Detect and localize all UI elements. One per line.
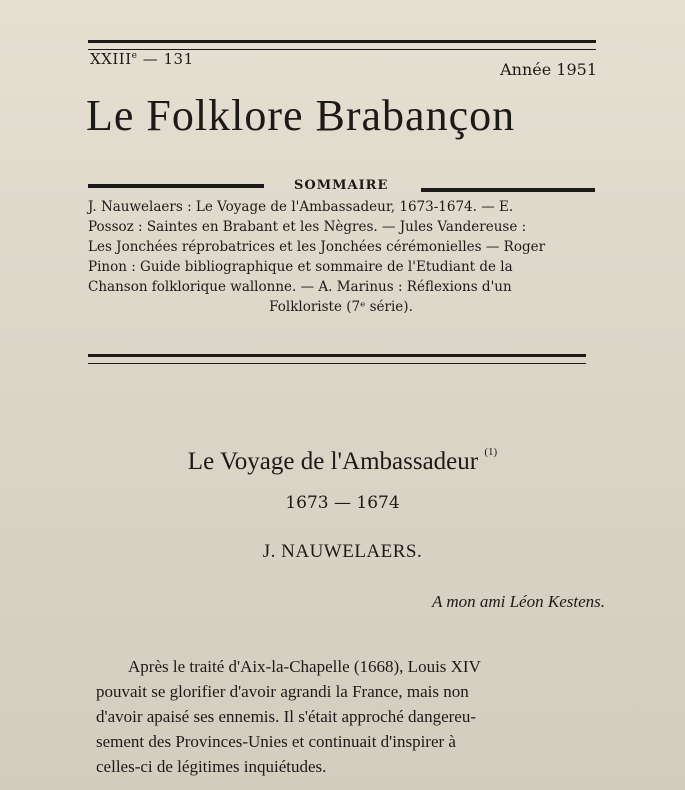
sommaire-line: J. Nauwelaers : Le Voyage de l'Ambassadeur, 1673-1674. — E. [88,199,514,215]
article-years: 1673 — 1674 [285,493,400,513]
body-line: Après le traité d'Aix-la-Chapelle (1668), Louis XIV [128,657,481,676]
body-line: d'avoir apaisé ses ennemis. Il s'était approché dangereu- [96,707,476,726]
journal-title: Le Folklore Brabançon [86,91,516,140]
body-line: celles-ci de légitimes inquiétudes. [96,757,327,776]
body-line: sement des Provinces-Unies et continuait d'inspirer à [96,732,456,751]
sommaire-rule-right [421,188,595,192]
sommaire-line: Pinon : Guide bibliographique et sommaire de l'Etudiant de la [88,259,513,275]
publication-year: Année 1951 [500,60,597,79]
issue-number: XXIIIe — 131 [90,50,194,68]
sommaire-line: Possoz : Saintes en Brabant et les Nègres. — Jules Vandereuse : [88,219,527,235]
footnote-ref: (1) [484,446,498,458]
bottom-double-rule [88,354,586,364]
sommaire-line: Les Jonchées réprobatrices et les Jonchées cérémonielles — Roger [88,239,546,255]
sommaire-last-line: Folkloriste (7ᵉ série). [269,299,413,315]
sommaire-heading: SOMMAIRE [294,178,389,193]
body-line: pouvait se glorifier d'avoir agrandi la France, mais non [96,682,469,701]
sommaire-text [88,197,594,317]
sommaire-rule-left [88,184,264,188]
sommaire-line: Chanson folklorique wallonne. — A. Marinus : Réflexions d'un [88,279,512,295]
article-title: Le Voyage de l'Ambassadeur $^{(1)}$ [187,446,498,475]
dedication: A mon ami Léon Kestens. [432,592,605,611]
article-author: J. NAUWELAERS. [262,541,423,562]
top-double-rule [88,40,596,50]
article-body [96,654,584,779]
